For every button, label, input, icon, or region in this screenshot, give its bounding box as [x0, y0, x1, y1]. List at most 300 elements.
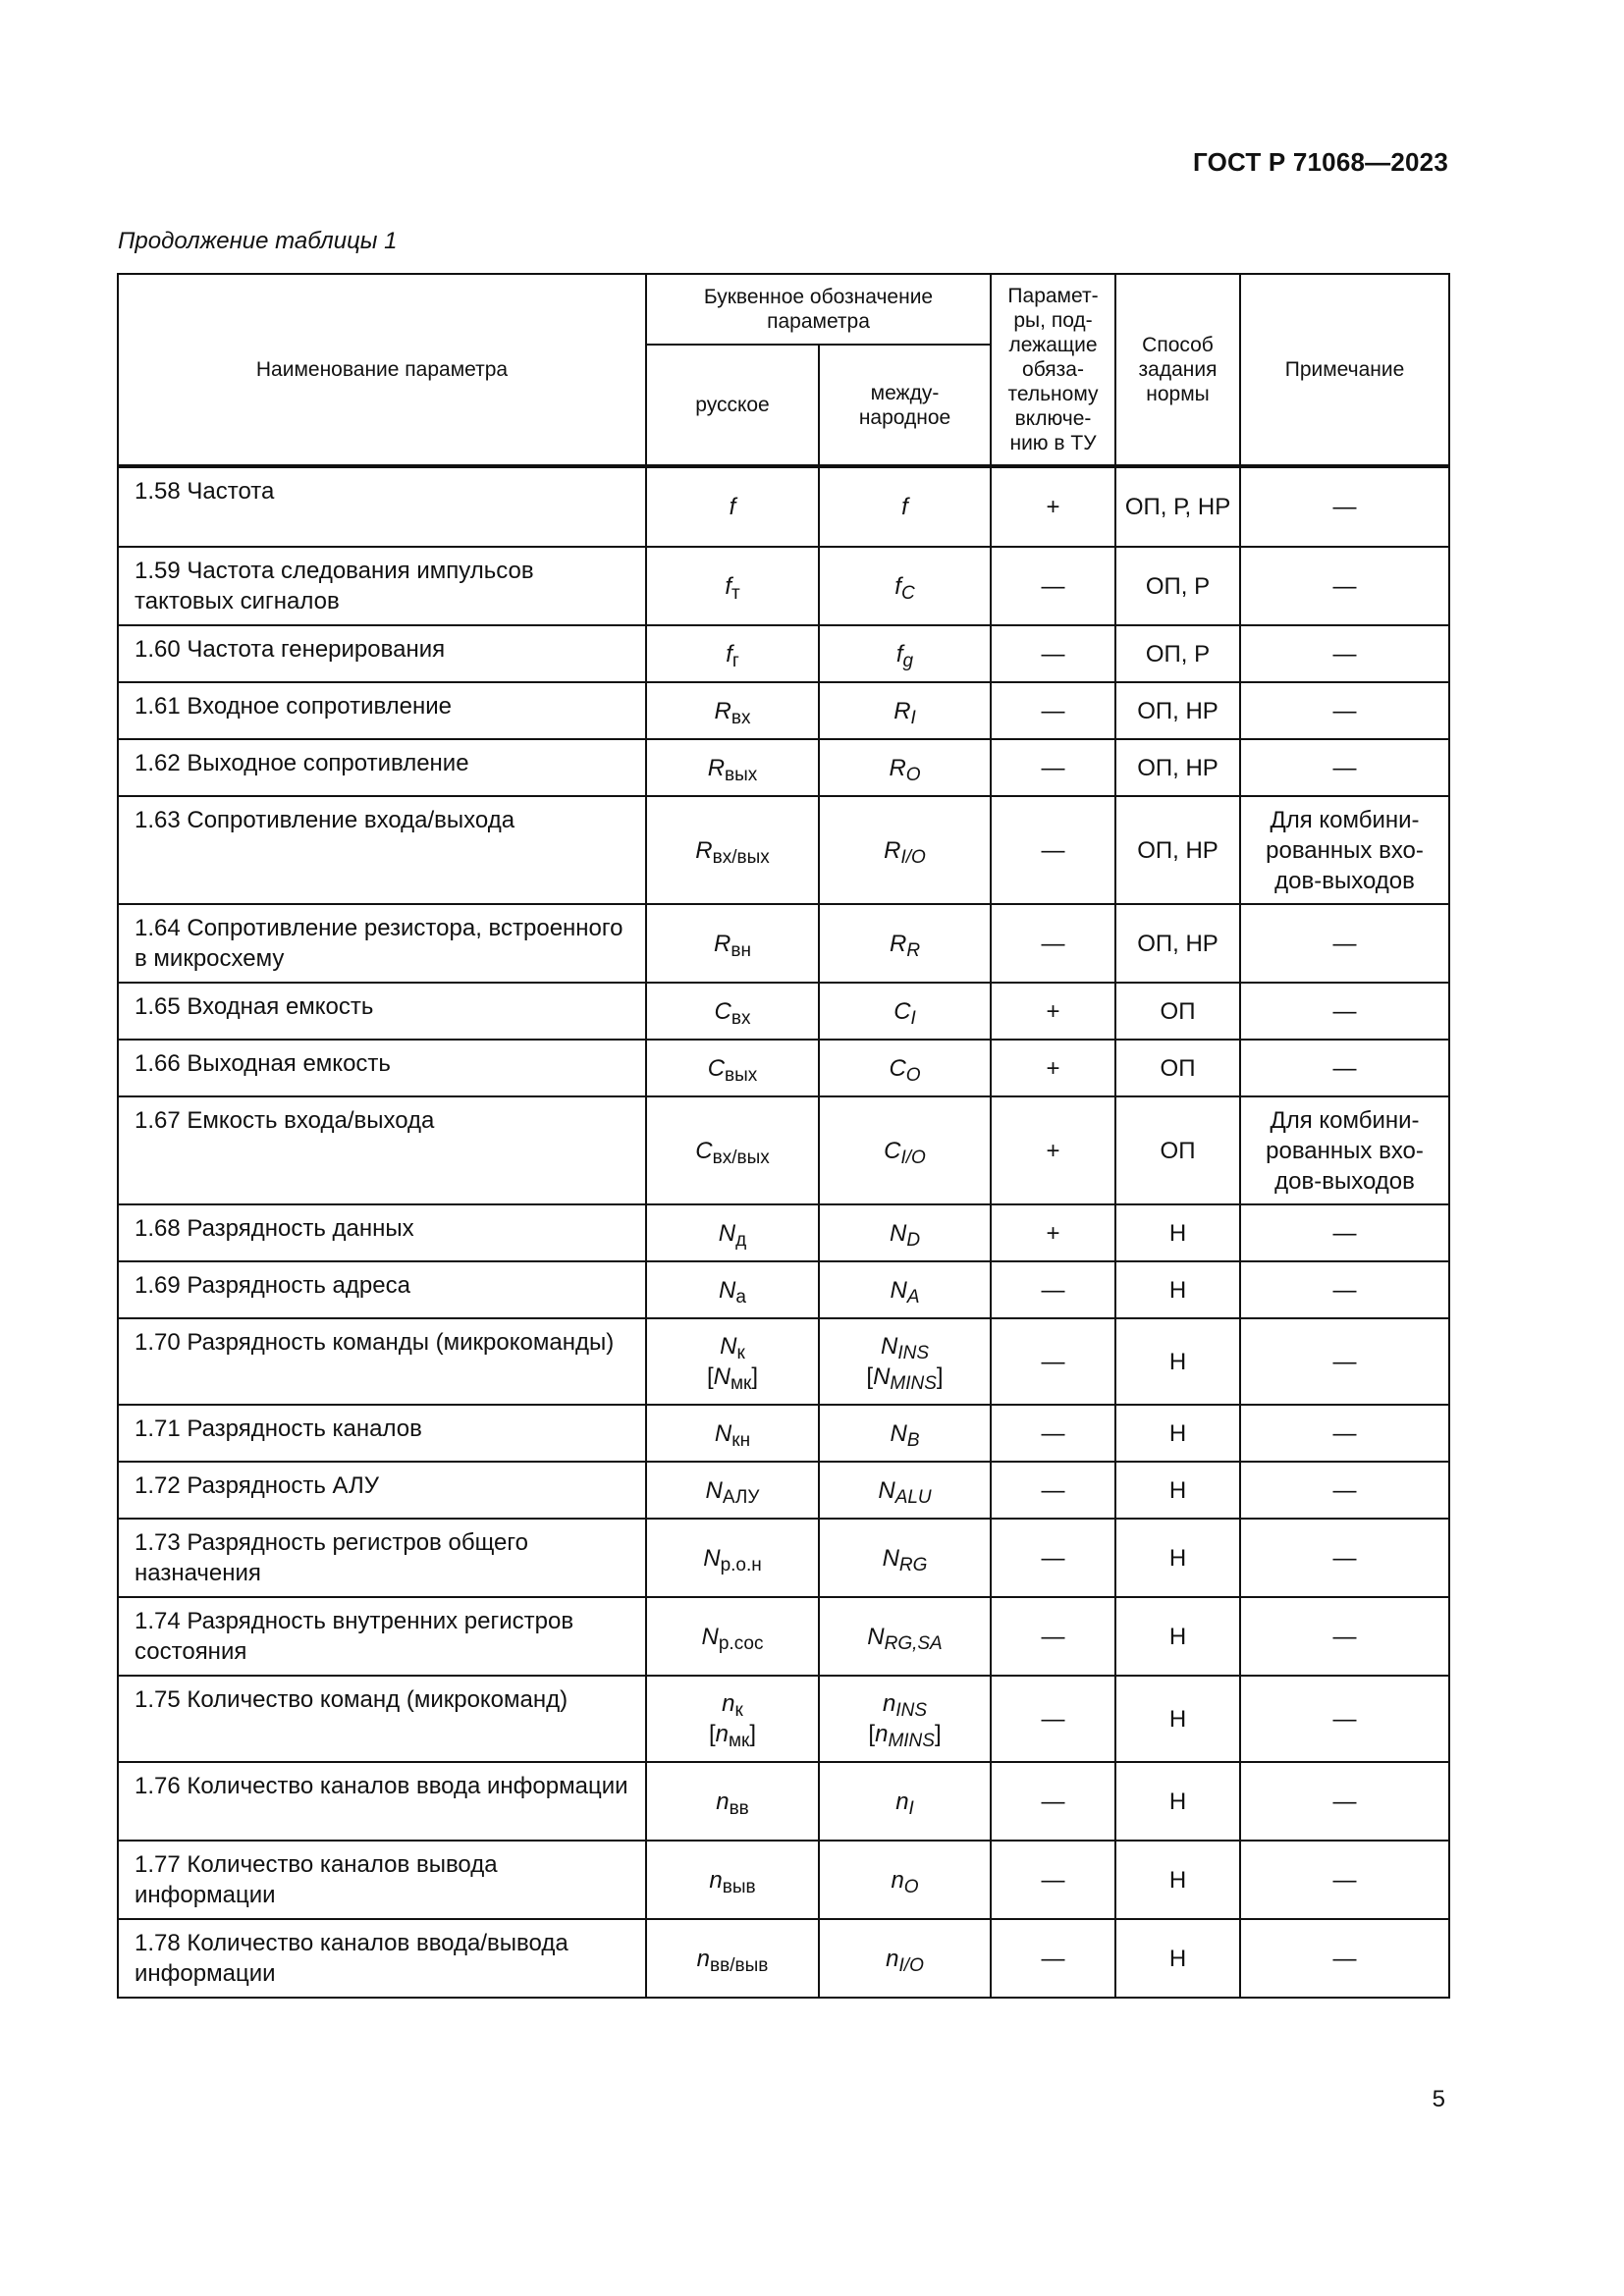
russian-symbol-cell	[646, 1676, 819, 1762]
norm-method: Н	[1115, 1597, 1240, 1676]
note: —	[1240, 1261, 1449, 1318]
international-symbol-cell	[819, 904, 991, 983]
parameter-name: 1.72 Разрядность АЛУ	[118, 1462, 646, 1519]
symbol-subscript: I/O	[900, 846, 926, 868]
international-symbol	[889, 754, 921, 785]
symbol-base: N	[714, 1419, 732, 1447]
parameter-name: 1.59 Частота следования импульсов тактовых сигналов	[118, 547, 646, 625]
symbol-base: R	[884, 836, 901, 864]
table-row	[118, 1261, 1449, 1318]
bracket-close: ]	[936, 1363, 944, 1390]
symbol-base: C	[695, 1137, 713, 1164]
document-id: ГОСТ Р 71068—2023	[1193, 147, 1448, 177]
symbol-base: R	[893, 697, 911, 724]
international-symbol	[901, 494, 908, 520]
norm-method: ОП	[1115, 983, 1240, 1040]
norm-method: ОП, Р	[1115, 625, 1240, 682]
table-row	[118, 1096, 1449, 1204]
page-number: 5	[1432, 2086, 1445, 2112]
russian-symbol	[716, 1788, 749, 1819]
symbol-subscript: выв	[722, 1876, 756, 1897]
header-note: Примечание	[1240, 274, 1449, 466]
symbol-base: n	[716, 1788, 730, 1815]
symbol-base: R	[695, 836, 713, 864]
russian-symbol-cell	[646, 983, 819, 1040]
parameter-name: 1.77 Количество каналов вывода информации	[118, 1841, 646, 1919]
international-symbol-cell	[819, 1405, 991, 1462]
symbol-subscript: к	[736, 1343, 745, 1363]
symbol-base: f	[726, 640, 732, 667]
symbol-base: f	[894, 572, 901, 600]
symbol-base: N	[705, 1476, 723, 1504]
russian-symbol-cell	[646, 1519, 819, 1597]
international-symbol	[882, 1690, 928, 1721]
parameter-name: 1.78 Количество каналов ввода/вывода информации	[118, 1919, 646, 1998]
table-row	[118, 904, 1449, 983]
symbol-subscript: D	[906, 1229, 921, 1251]
parameter-name: 1.74 Разрядность внутренних регистров состояния	[118, 1597, 646, 1676]
norm-method: Н	[1115, 1204, 1240, 1261]
international-symbol-cell	[819, 1762, 991, 1841]
symbol-subscript: INS	[895, 1700, 928, 1721]
international-symbol	[886, 1945, 924, 1976]
symbol-base: n	[886, 1945, 899, 1972]
international-symbol-cell	[819, 796, 991, 904]
mandatory-flag: —	[991, 682, 1115, 739]
mandatory-flag: +	[991, 1204, 1115, 1261]
parameter-name: 1.69 Разрядность адреса	[118, 1261, 646, 1318]
international-symbol	[878, 1476, 932, 1508]
mandatory-flag: —	[991, 1519, 1115, 1597]
symbol-base: N	[873, 1363, 891, 1390]
note: —	[1240, 904, 1449, 983]
russian-symbol-cell	[646, 1040, 819, 1096]
symbol-base: N	[720, 1333, 737, 1360]
header-name: Наименование параметра	[118, 274, 646, 466]
symbol-subscript: р.сос	[718, 1632, 764, 1654]
international-symbol-alt	[866, 1363, 944, 1394]
header-method: Способ задания нормы	[1115, 274, 1240, 466]
russian-symbol-alt	[708, 1721, 757, 1751]
symbol-subscript: АЛУ	[722, 1486, 760, 1508]
norm-method: Н	[1115, 1519, 1240, 1597]
bracket-close: ]	[934, 1721, 942, 1747]
bracket-open: [	[708, 1721, 716, 1747]
international-symbol-cell	[819, 1204, 991, 1261]
note: —	[1240, 1519, 1449, 1597]
table-body	[118, 466, 1449, 1998]
international-symbol-cell	[819, 1676, 991, 1762]
mandatory-flag: +	[991, 1096, 1115, 1204]
mandatory-flag: —	[991, 625, 1115, 682]
note: —	[1240, 1204, 1449, 1261]
symbol-base: R	[707, 754, 726, 781]
table-row	[118, 1204, 1449, 1261]
russian-symbol-cell	[646, 1204, 819, 1261]
symbol-subscript: I	[908, 1797, 914, 1819]
international-symbol	[882, 1544, 928, 1575]
symbol-subscript: ALU	[894, 1486, 932, 1508]
international-symbol-cell	[819, 625, 991, 682]
russian-symbol	[726, 640, 739, 671]
russian-symbol-cell	[646, 1919, 819, 1998]
international-symbol-cell	[819, 1261, 991, 1318]
bracket-close: ]	[749, 1721, 757, 1747]
note: —	[1240, 983, 1449, 1040]
international-symbol-cell	[819, 1462, 991, 1519]
russian-symbol	[707, 754, 758, 785]
russian-symbol-cell	[646, 466, 819, 547]
international-symbol	[893, 697, 916, 728]
symbol-subscript: A	[906, 1286, 920, 1308]
international-symbol	[891, 1866, 919, 1897]
norm-method: ОП, Р	[1115, 547, 1240, 625]
parameter-name: 1.63 Сопротивление входа/выхода	[118, 796, 646, 904]
symbol-subscript: г	[731, 650, 739, 671]
table-row	[118, 739, 1449, 796]
russian-symbol	[714, 1419, 751, 1451]
russian-symbol-cell	[646, 1597, 819, 1676]
mandatory-flag: —	[991, 739, 1115, 796]
note: —	[1240, 1597, 1449, 1676]
symbol-subscript: O	[905, 1064, 921, 1086]
parameter-name: 1.64 Сопротивление резистора, встроенного в микросхему	[118, 904, 646, 983]
international-symbol	[895, 640, 914, 671]
note: —	[1240, 682, 1449, 739]
russian-symbol	[714, 697, 751, 728]
russian-symbol-cell	[646, 547, 819, 625]
russian-symbol-cell	[646, 1462, 819, 1519]
symbol-base: N	[880, 1333, 898, 1360]
symbol-subscript: I	[910, 1007, 916, 1029]
international-symbol-cell	[819, 1040, 991, 1096]
symbol-base: C	[889, 1054, 906, 1082]
mandatory-flag: +	[991, 1040, 1115, 1096]
symbol-base: R	[889, 930, 907, 957]
symbol-base: C	[714, 997, 731, 1025]
table-row	[118, 796, 1449, 904]
international-symbol	[889, 1054, 921, 1086]
international-symbol-cell	[819, 1597, 991, 1676]
table-row	[118, 1841, 1449, 1919]
norm-method: ОП, Р, НР	[1115, 466, 1240, 547]
symbol-base: C	[707, 1054, 726, 1082]
symbol-base: N	[878, 1476, 895, 1504]
symbol-base: N	[719, 1276, 736, 1304]
norm-method: ОП	[1115, 1096, 1240, 1204]
russian-symbol	[714, 997, 751, 1029]
parameters-table	[117, 273, 1450, 1999]
symbol-base: f	[895, 640, 903, 667]
symbol-base: f	[901, 494, 908, 520]
norm-method: ОП	[1115, 1040, 1240, 1096]
norm-method: Н	[1115, 1462, 1240, 1519]
norm-method: Н	[1115, 1841, 1240, 1919]
mandatory-flag: —	[991, 1462, 1115, 1519]
table-row	[118, 1318, 1449, 1405]
parameter-name: 1.67 Емкость входа/выхода	[118, 1096, 646, 1204]
norm-method: Н	[1115, 1318, 1240, 1405]
symbol-subscript: INS	[897, 1343, 930, 1363]
parameter-name: 1.65 Входная емкость	[118, 983, 646, 1040]
russian-symbol	[705, 1476, 760, 1508]
russian-symbol-cell	[646, 1261, 819, 1318]
table-row	[118, 1597, 1449, 1676]
parameter-name: 1.70 Разрядность команды (микрокоманды)	[118, 1318, 646, 1405]
note: Для комбини-рованных вхо-дов-выходов	[1240, 796, 1449, 904]
symbol-base: N	[890, 1419, 907, 1447]
symbol-base: n	[715, 1721, 729, 1747]
international-symbol	[889, 930, 921, 961]
international-symbol-cell	[819, 1519, 991, 1597]
note: —	[1240, 1318, 1449, 1405]
international-symbol	[895, 1788, 914, 1819]
russian-symbol-cell	[646, 1762, 819, 1841]
norm-method: Н	[1115, 1261, 1240, 1318]
parameter-name: 1.73 Разрядность регистров общего назначения	[118, 1519, 646, 1597]
symbol-subscript: I	[910, 707, 916, 728]
russian-symbol-cell	[646, 739, 819, 796]
russian-symbol-cell	[646, 796, 819, 904]
symbol-subscript: т	[731, 582, 740, 604]
table-caption: Продолжение таблицы 1	[118, 228, 398, 254]
russian-symbol-cell	[646, 1841, 819, 1919]
mandatory-flag: —	[991, 904, 1115, 983]
table-row	[118, 1919, 1449, 1998]
table-row	[118, 1676, 1449, 1762]
international-symbol	[889, 1219, 921, 1251]
symbol-base: N	[882, 1544, 899, 1572]
symbol-subscript: вых	[725, 1064, 758, 1086]
international-symbol-cell	[819, 1919, 991, 1998]
russian-symbol	[709, 1866, 756, 1897]
note: —	[1240, 1919, 1449, 1998]
russian-symbol	[714, 930, 751, 961]
norm-method: Н	[1115, 1676, 1240, 1762]
table-row	[118, 466, 1449, 547]
symbol-subscript: g	[902, 650, 914, 671]
symbol-base: C	[884, 1137, 901, 1164]
mandatory-flag: —	[991, 1597, 1115, 1676]
bracket-open: [	[866, 1363, 874, 1390]
symbol-subscript: кн	[731, 1429, 751, 1451]
parameter-name: 1.75 Количество команд (микрокоманд)	[118, 1676, 646, 1762]
norm-method: Н	[1115, 1919, 1240, 1998]
header-mandatory: Парамет-ры, под-лежащие обяза-тельному включе-нию в ТУ	[991, 274, 1115, 466]
mandatory-flag: —	[991, 1676, 1115, 1762]
mandatory-flag: +	[991, 466, 1115, 547]
russian-symbol-cell	[646, 1405, 819, 1462]
russian-symbol	[722, 1690, 743, 1721]
symbol-subscript: вх	[731, 1007, 751, 1029]
symbol-base: n	[722, 1690, 735, 1717]
international-symbol	[884, 836, 926, 868]
parameter-name: 1.71 Разрядность каналов	[118, 1405, 646, 1462]
symbol-base: N	[890, 1276, 907, 1304]
symbol-base: N	[718, 1219, 736, 1247]
symbol-subscript: а	[735, 1286, 746, 1308]
russian-symbol	[720, 1333, 745, 1363]
russian-symbol	[695, 836, 770, 868]
mandatory-flag: —	[991, 796, 1115, 904]
mandatory-flag: —	[991, 1318, 1115, 1405]
russian-symbol-cell	[646, 625, 819, 682]
note: —	[1240, 1841, 1449, 1919]
mandatory-flag: —	[991, 1841, 1115, 1919]
table-row	[118, 1462, 1449, 1519]
mandatory-flag: —	[991, 1261, 1115, 1318]
russian-symbol	[696, 1945, 769, 1976]
symbol-subscript: вх/вых	[712, 1147, 770, 1168]
symbol-subscript: вн	[731, 939, 751, 961]
symbol-base: N	[701, 1623, 719, 1650]
symbol-subscript: мк	[728, 1731, 750, 1751]
symbol-subscript: RG	[898, 1554, 928, 1575]
russian-symbol	[719, 1276, 746, 1308]
note: —	[1240, 625, 1449, 682]
mandatory-flag: —	[991, 1762, 1115, 1841]
international-symbol-cell	[819, 983, 991, 1040]
norm-method: Н	[1115, 1762, 1240, 1841]
symbol-subscript: к	[734, 1700, 743, 1721]
symbol-base: f	[725, 572, 731, 600]
russian-symbol-cell	[646, 1096, 819, 1204]
norm-method: ОП, НР	[1115, 796, 1240, 904]
international-symbol-alt	[868, 1721, 942, 1751]
symbol-base: N	[889, 1219, 907, 1247]
table-row	[118, 1762, 1449, 1841]
russian-symbol	[703, 1544, 762, 1575]
international-symbol	[880, 1333, 930, 1363]
symbol-subscript: C	[900, 582, 915, 604]
international-symbol	[867, 1623, 943, 1654]
symbol-base: N	[867, 1623, 885, 1650]
note: —	[1240, 1676, 1449, 1762]
international-symbol-cell	[819, 1096, 991, 1204]
symbol-base: R	[714, 930, 731, 957]
symbol-base: n	[891, 1866, 904, 1894]
bracket-close: ]	[751, 1363, 759, 1390]
parameter-name: 1.60 Частота генерирования	[118, 625, 646, 682]
symbol-base: C	[893, 997, 911, 1025]
russian-symbol-cell	[646, 904, 819, 983]
bracket-open: [	[706, 1363, 714, 1390]
symbol-subscript: мк	[730, 1373, 752, 1394]
symbol-base: R	[889, 754, 906, 781]
international-symbol	[893, 997, 916, 1029]
note: —	[1240, 1462, 1449, 1519]
symbol-subscript: I/O	[898, 1954, 924, 1976]
international-symbol-cell	[819, 682, 991, 739]
symbol-subscript: д	[735, 1229, 747, 1251]
symbol-subscript: вх/вых	[712, 846, 770, 868]
table-row	[118, 983, 1449, 1040]
parameter-name: 1.76 Количество каналов ввода информации	[118, 1762, 646, 1841]
symbol-base: n	[875, 1721, 889, 1747]
symbol-subscript: MINS	[890, 1373, 937, 1394]
table-row	[118, 625, 1449, 682]
symbol-subscript: вх	[731, 707, 751, 728]
note: —	[1240, 547, 1449, 625]
norm-method: ОП, НР	[1115, 682, 1240, 739]
parameter-name: 1.61 Входное сопротивление	[118, 682, 646, 739]
symbol-base: n	[709, 1866, 723, 1894]
symbol-subscript: вв/выв	[710, 1954, 769, 1976]
norm-method: Н	[1115, 1405, 1240, 1462]
parameter-name: 1.66 Выходная емкость	[118, 1040, 646, 1096]
table-row	[118, 1405, 1449, 1462]
international-symbol-cell	[819, 1841, 991, 1919]
bracket-open: [	[868, 1721, 876, 1747]
international-symbol	[894, 572, 915, 604]
table-row	[118, 1040, 1449, 1096]
symbol-subscript: I/O	[900, 1147, 926, 1168]
symbol-subscript: вых	[725, 764, 758, 785]
russian-symbol	[718, 1219, 747, 1251]
symbol-subscript: O	[905, 764, 921, 785]
symbol-subscript: R	[906, 939, 921, 961]
table-row	[118, 547, 1449, 625]
note: Для комбини-рованных вхо-дов-выходов	[1240, 1096, 1449, 1204]
parameter-name: 1.68 Разрядность данных	[118, 1204, 646, 1261]
parameter-name: 1.62 Выходное сопротивление	[118, 739, 646, 796]
symbol-base: n	[882, 1690, 896, 1717]
russian-symbol	[725, 572, 740, 604]
note: —	[1240, 1040, 1449, 1096]
header-russian: русское	[646, 345, 819, 466]
international-symbol-cell	[819, 547, 991, 625]
russian-symbol-cell	[646, 1318, 819, 1405]
symbol-subscript: B	[906, 1429, 920, 1451]
header-symbol-group: Буквенное обозначение параметра	[646, 274, 991, 345]
symbol-base: N	[713, 1363, 731, 1390]
mandatory-flag: —	[991, 1405, 1115, 1462]
russian-symbol	[701, 1623, 764, 1654]
russian-symbol-alt	[706, 1363, 759, 1394]
russian-symbol-cell	[646, 682, 819, 739]
note: —	[1240, 1762, 1449, 1841]
table-row	[118, 682, 1449, 739]
international-symbol-cell	[819, 1318, 991, 1405]
symbol-subscript: р.о.н	[720, 1554, 762, 1575]
international-symbol	[890, 1276, 920, 1308]
symbol-base: N	[703, 1544, 721, 1572]
international-symbol-cell	[819, 739, 991, 796]
symbol-base: f	[729, 494, 736, 520]
international-symbol-cell	[819, 466, 991, 547]
norm-method: ОП, НР	[1115, 739, 1240, 796]
mandatory-flag: —	[991, 547, 1115, 625]
symbol-subscript: RG,SA	[884, 1632, 943, 1654]
international-symbol	[884, 1137, 926, 1168]
symbol-subscript: MINS	[888, 1731, 935, 1751]
russian-symbol	[730, 494, 736, 520]
table-row	[118, 1519, 1449, 1597]
international-symbol	[890, 1419, 920, 1451]
mandatory-flag: —	[991, 1919, 1115, 1998]
mandatory-flag: +	[991, 983, 1115, 1040]
norm-method: ОП, НР	[1115, 904, 1240, 983]
symbol-subscript: вв	[729, 1797, 749, 1819]
parameter-name: 1.58 Частота	[118, 466, 646, 547]
header-international: между-народное	[819, 345, 991, 466]
symbol-subscript: O	[903, 1876, 919, 1897]
russian-symbol	[695, 1137, 770, 1168]
russian-symbol	[707, 1054, 758, 1086]
note: —	[1240, 466, 1449, 547]
note: —	[1240, 739, 1449, 796]
symbol-base: n	[696, 1945, 711, 1972]
